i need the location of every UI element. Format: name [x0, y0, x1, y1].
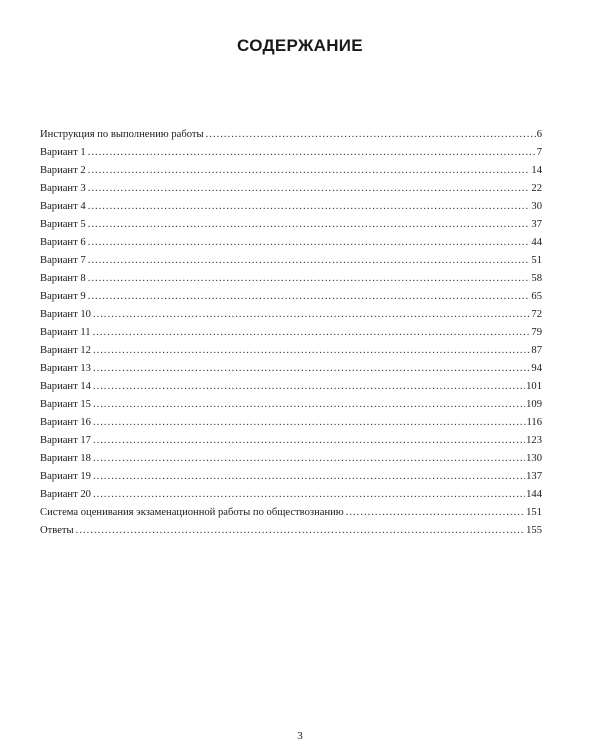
toc-entry[interactable]	[40, 468, 542, 486]
toc-entry[interactable]	[40, 504, 542, 522]
toc-entry[interactable]	[40, 126, 542, 144]
page-title: СОДЕРЖАНИЕ	[237, 36, 363, 55]
toc-entry-label: Вариант 6	[40, 237, 86, 248]
toc-entry-page: 72	[531, 309, 542, 320]
toc-dot-leader	[93, 396, 525, 414]
toc-entry[interactable]	[40, 252, 542, 270]
toc-entry[interactable]	[40, 198, 542, 216]
toc-entry[interactable]	[40, 396, 542, 414]
toc-entry-page: 30	[531, 201, 542, 212]
toc-dot-leader	[93, 306, 530, 324]
toc-entry[interactable]	[40, 378, 542, 396]
toc-entry-page: 51	[531, 255, 542, 266]
toc-entry[interactable]	[40, 324, 542, 342]
toc-entry-label: Вариант 17	[40, 435, 91, 446]
toc-dot-leader	[206, 126, 536, 144]
toc-entry-page: 58	[531, 273, 542, 284]
toc-dot-leader	[93, 324, 531, 342]
toc-entry-label: Вариант 19	[40, 471, 91, 482]
toc-dot-leader	[88, 288, 531, 306]
toc-dot-leader	[346, 504, 525, 522]
toc-entry[interactable]	[40, 360, 542, 378]
toc-entry[interactable]	[40, 234, 542, 252]
toc-dot-leader	[93, 486, 525, 504]
toc-entry[interactable]	[40, 162, 542, 180]
toc-entry-page: 7	[536, 147, 542, 158]
toc-entry-label: Вариант 16	[40, 417, 91, 428]
toc-dot-leader	[93, 378, 525, 396]
toc-entry-label: Вариант 11	[40, 327, 91, 338]
toc-entry-page: 101	[526, 381, 542, 392]
toc-dot-leader	[88, 162, 531, 180]
toc-entry-page: 151	[526, 507, 542, 518]
toc-entry-page: 14	[531, 165, 542, 176]
toc-dot-leader	[93, 360, 530, 378]
toc-entry-label: Ответы	[40, 525, 74, 536]
toc-entry[interactable]	[40, 486, 542, 504]
toc-entry-label: Вариант 14	[40, 381, 91, 392]
toc-entry-page: 87	[531, 345, 542, 356]
toc-entry[interactable]	[40, 180, 542, 198]
toc-entry[interactable]	[40, 414, 542, 432]
toc-entry[interactable]	[40, 288, 542, 306]
toc-entry[interactable]	[40, 306, 542, 324]
toc-entry-page: 109	[526, 399, 542, 410]
toc-dot-leader	[93, 450, 525, 468]
toc-entry-page: 130	[526, 453, 542, 464]
toc-dot-leader	[88, 252, 531, 270]
toc-entry-page: 22	[531, 183, 542, 194]
toc-entry-page: 79	[531, 327, 542, 338]
toc-entry-label: Вариант 7	[40, 255, 86, 266]
toc-entry-page: 137	[526, 471, 542, 482]
toc-entry[interactable]	[40, 522, 542, 540]
toc-entry[interactable]	[40, 216, 542, 234]
toc-entry-label: Вариант 15	[40, 399, 91, 410]
toc-dot-leader	[88, 270, 531, 288]
toc-entry-page: 123	[526, 435, 542, 446]
toc-dot-leader	[88, 216, 531, 234]
toc-entry-label: Система оценивания экзаменационной работы по обществознанию	[40, 507, 344, 518]
toc-entry[interactable]	[40, 432, 542, 450]
toc-dot-leader	[93, 432, 525, 450]
toc-entry-page: 116	[526, 417, 542, 428]
toc-entry-page: 144	[526, 489, 542, 500]
toc-entry-page: 37	[531, 219, 542, 230]
toc-entry[interactable]	[40, 144, 542, 162]
toc-dot-leader	[88, 144, 536, 162]
toc-entry-label: Вариант 10	[40, 309, 91, 320]
toc-entry-label: Вариант 4	[40, 201, 86, 212]
toc-entry-page: 65	[531, 291, 542, 302]
toc-entry-label: Вариант 1	[40, 147, 86, 158]
toc-entry-label: Вариант 9	[40, 291, 86, 302]
toc-entry-label: Вариант 2	[40, 165, 86, 176]
toc-entry[interactable]	[40, 270, 542, 288]
toc-dot-leader	[93, 342, 530, 360]
toc-entry[interactable]	[40, 450, 542, 468]
toc-dot-leader	[88, 180, 531, 198]
toc-entry-label: Вариант 5	[40, 219, 86, 230]
toc-entry-page: 6	[536, 129, 542, 140]
toc-entry-label: Вариант 18	[40, 453, 91, 464]
toc-dot-leader	[88, 234, 531, 252]
toc-entry-label: Вариант 8	[40, 273, 86, 284]
toc-entry-label: Вариант 12	[40, 345, 91, 356]
toc-dot-leader	[76, 522, 525, 540]
toc-entry-label: Вариант 3	[40, 183, 86, 194]
toc-entry[interactable]	[40, 342, 542, 360]
toc-entry-page: 155	[526, 525, 542, 536]
toc-entry-page: 94	[531, 363, 542, 374]
toc-dot-leader	[88, 198, 531, 216]
page-number: 3	[297, 730, 303, 742]
table-of-contents	[40, 126, 542, 540]
toc-entry-label: Инструкция по выполнению работы	[40, 129, 204, 140]
toc-entry-label: Вариант 13	[40, 363, 91, 374]
toc-dot-leader	[93, 468, 525, 486]
toc-entry-label: Вариант 20	[40, 489, 91, 500]
toc-entry-page: 44	[531, 237, 542, 248]
toc-dot-leader	[93, 414, 526, 432]
